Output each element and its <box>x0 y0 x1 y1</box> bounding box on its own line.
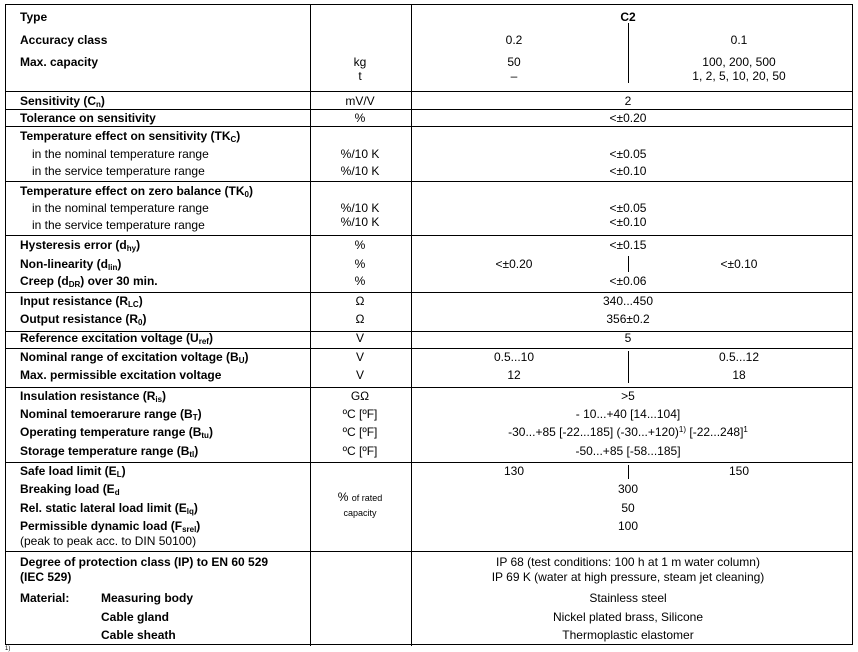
storage-temp-unit: ºC [ºF] <box>342 444 378 458</box>
input-resistance-value: 340...450 <box>602 294 654 308</box>
column-split-tick <box>628 351 629 383</box>
load-unit-line-1: % of rated <box>337 490 383 504</box>
max-excitation-unit: V <box>355 368 365 382</box>
reference-excitation-value: 5 <box>624 331 632 345</box>
input-resistance-unit: Ω <box>355 294 365 308</box>
cap-b-t: 1, 2, 5, 10, 20, 50 <box>692 69 786 83</box>
hysteresis-value: <±0.15 <box>609 238 647 252</box>
cable-sheath-label: Cable sheath <box>101 628 176 642</box>
column-split-tick <box>628 23 629 83</box>
divider <box>6 348 852 349</box>
lateral-load-label: Rel. static lateral load limit $(E_{lq})$ <box>20 501 198 516</box>
creep-unit: % <box>354 274 366 288</box>
ip-label: Degree of protection class (IP) to EN 60 529 <box>20 555 269 569</box>
divider <box>6 235 852 236</box>
operating-temp-value: -30...+85 [-22...185] $(-30...+120)^{1)}$ $[-22...248]^1$ <box>508 425 748 439</box>
nonlinearity-label: Non-linearity $(d_{lin})$ <box>20 257 122 272</box>
ip-value-2: IP 69 K (water at high pressure, steam jet cleaning) <box>491 570 765 584</box>
reference-excitation-unit: V <box>355 331 365 345</box>
tkc-label: Temperature effect on sensitivity $(TK_C)$ <box>20 129 241 144</box>
nonlinearity-value-b: <±0.10 <box>720 257 758 271</box>
nonlinearity-value-a: <±0.20 <box>495 257 533 271</box>
tk0-service-label: in the service temperature range <box>32 218 205 232</box>
col-divider-1 <box>310 5 311 646</box>
tk0-value-1: <±0.05 <box>609 201 647 215</box>
type-value: C2 <box>620 10 636 24</box>
tk0-value-2: <±0.10 <box>609 215 647 229</box>
cap-a-t: – <box>510 69 518 83</box>
tk0-nominal-label: in the nominal temperature range <box>32 201 209 215</box>
col-divider-2 <box>411 5 412 646</box>
output-resistance-value: 356±0.2 <box>606 312 650 326</box>
creep-label: Creep $(d_{DR})$ over 30 min. <box>20 274 158 289</box>
dynamic-load-note: (peak to peak acc. to DIN 50100) <box>20 534 197 548</box>
creep-value: <±0.06 <box>609 274 647 288</box>
nominal-temp-unit: ºC [ºF] <box>342 407 378 421</box>
breaking-load-label: Breaking load ($E_d$ <box>20 482 120 497</box>
nominal-excitation-label: Nominal range of excitation voltage $(B_U)$ <box>20 350 249 365</box>
insulation-label: Insulation resistance $(R_{is})$ <box>20 389 167 404</box>
sensitivity-label: Sensitivity $(C_n)$ <box>20 94 105 109</box>
operating-temp-unit: ºC [ºF] <box>342 425 378 439</box>
material-label: Material: <box>20 591 70 605</box>
tk0-unit-1: %/10 K <box>340 201 380 215</box>
sensitivity-unit: mV/V <box>345 94 375 108</box>
cap-b-kg: 100, 200, 500 <box>702 55 776 69</box>
tolerance-unit: % <box>354 111 366 125</box>
safe-load-label: Safe load limit $(E_L)$ <box>20 464 126 479</box>
cable-sheath-value: Thermoplastic elastomer <box>562 628 694 642</box>
ip-label-2: (IEC 529) <box>20 570 72 584</box>
insulation-value: >5 <box>621 389 635 403</box>
load-unit-line-2: capacity <box>343 508 377 518</box>
nominal-excitation-value-b: 0.5...12 <box>718 350 760 364</box>
storage-temp-label: Storage temperature range $(B_{tl})$ <box>20 444 199 459</box>
divider <box>6 126 852 127</box>
nonlinearity-unit: % <box>354 257 366 271</box>
unit-t: t <box>358 69 362 83</box>
max-excitation-value-a: 12 <box>507 368 521 382</box>
tkc-unit-2: %/10 K <box>340 164 380 178</box>
tkc-value-2: <±0.10 <box>609 164 647 178</box>
unit-kg: kg <box>353 55 367 69</box>
lateral-load-value: 50 <box>621 501 635 515</box>
nominal-excitation-unit: V <box>355 350 365 364</box>
accuracy-a: 0.2 <box>505 33 523 47</box>
max-excitation-value-b: 18 <box>732 368 746 382</box>
storage-temp-value: -50...+85 [-58...185] <box>575 444 681 458</box>
divider <box>6 109 852 110</box>
divider <box>6 91 852 92</box>
spec-table <box>5 4 853 645</box>
sensitivity-value: 2 <box>624 94 632 108</box>
input-resistance-label: Input resistance $(R_{LC})$ <box>20 294 143 309</box>
dynamic-load-value: 100 <box>617 519 639 533</box>
type-label: Type <box>20 10 48 24</box>
output-resistance-label: Output resistance $(R_0)$ <box>20 312 147 327</box>
tkc-value-1: <±0.05 <box>609 147 647 161</box>
safe-load-value-a: 130 <box>503 464 525 478</box>
reference-excitation-label: Reference excitation voltage $(U_{ref})$ <box>20 331 213 346</box>
divider <box>6 292 852 293</box>
ip-value-1: IP 68 (test conditions: 100 h at 1 m water column) <box>496 555 760 569</box>
accuracy-b: 0.1 <box>730 33 748 47</box>
tk0-label: Temperature effect on zero balance $(TK_0)$ <box>20 184 253 199</box>
insulation-unit: GΩ <box>350 389 370 403</box>
nominal-excitation-value-a: 0.5...10 <box>493 350 535 364</box>
divider <box>6 387 852 388</box>
column-split-tick <box>628 465 629 479</box>
hysteresis-label: Hysteresis error $(d_{hy})$ <box>20 238 141 253</box>
tkc-nominal-label: in the nominal temperature range <box>32 147 209 161</box>
tkc-service-label: in the service temperature range <box>32 164 205 178</box>
divider <box>6 181 852 182</box>
divider <box>6 551 852 552</box>
nominal-temp-value: - 10...+40 [14...104] <box>575 407 681 421</box>
output-resistance-unit: Ω <box>355 312 365 326</box>
cable-gland-value: Nickel plated brass, Silicone <box>552 610 704 624</box>
footnote-mark: 1) <box>5 646 11 652</box>
divider <box>6 462 852 463</box>
hysteresis-unit: % <box>354 238 366 252</box>
tolerance-label: Tolerance on sensitivity <box>20 111 156 125</box>
tk0-unit-2: %/10 K <box>340 215 380 229</box>
safe-load-value-b: 150 <box>728 464 750 478</box>
maxcap-label: Max. capacity <box>20 55 99 69</box>
tolerance-value: <±0.20 <box>609 111 647 125</box>
tkc-unit-1: %/10 K <box>340 147 380 161</box>
dynamic-load-label: Permissible dynamic load $(F_{srel})$ <box>20 519 201 534</box>
breaking-load-value: 300 <box>617 482 639 496</box>
accuracy-label: Accuracy class <box>20 33 108 47</box>
column-split-tick <box>628 256 629 272</box>
nominal-temp-label: Nominal temoerarure range $(B_T)$ <box>20 407 202 422</box>
cap-a-kg: 50 <box>507 55 521 69</box>
measuring-body-label: Measuring body <box>101 591 194 605</box>
cable-gland-label: Cable gland <box>101 610 170 624</box>
operating-temp-label: Operating temperature range $(B_{tu})$ <box>20 425 213 440</box>
measuring-body-value: Stainless steel <box>589 591 667 605</box>
max-excitation-label: Max. permissible excitation voltage <box>20 368 222 382</box>
